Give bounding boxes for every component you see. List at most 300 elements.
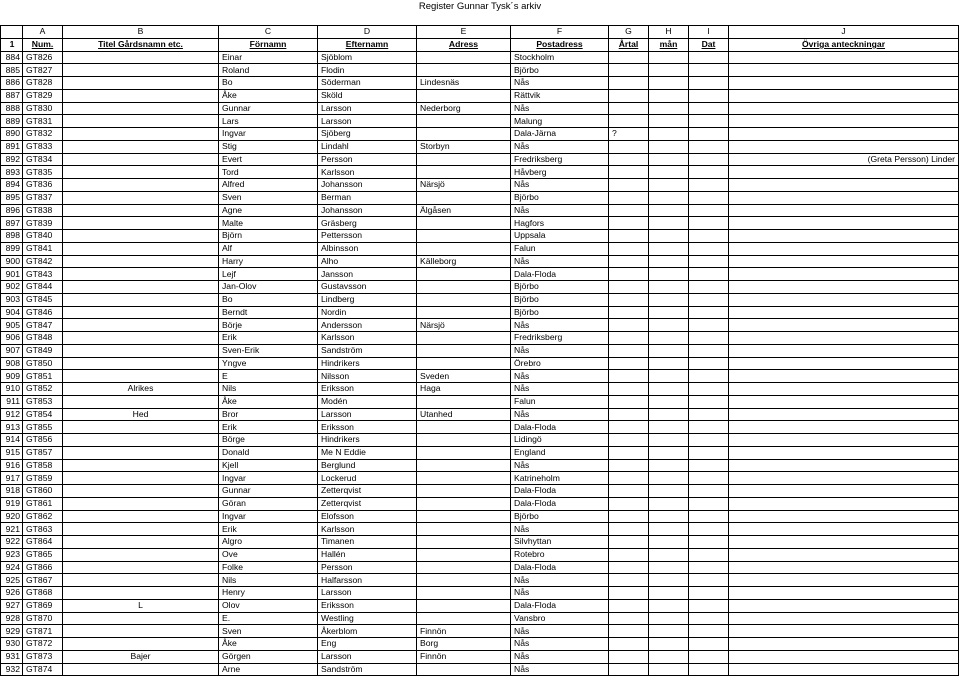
- row-number[interactable]: 930: [1, 638, 23, 651]
- cell-postadress[interactable]: Nås: [511, 179, 609, 192]
- cell-titel[interactable]: [63, 357, 219, 370]
- row-number[interactable]: 909: [1, 370, 23, 383]
- cell-efternamn[interactable]: Hindrikers: [318, 434, 417, 447]
- cell-dat[interactable]: [689, 332, 729, 345]
- cell-fornamn[interactable]: Kjell: [219, 459, 318, 472]
- cell-man[interactable]: [649, 281, 689, 294]
- cell-fornamn[interactable]: Jan-Olov: [219, 281, 318, 294]
- cell-num[interactable]: GT833: [23, 140, 63, 153]
- cell-ovriga[interactable]: [729, 51, 959, 64]
- cell-artal[interactable]: [609, 434, 649, 447]
- row-number[interactable]: 884: [1, 51, 23, 64]
- cell-ovriga[interactable]: [729, 561, 959, 574]
- cell-titel[interactable]: [63, 523, 219, 536]
- cell-adress[interactable]: [417, 281, 511, 294]
- column-letter[interactable]: B: [63, 26, 219, 39]
- cell-dat[interactable]: [689, 638, 729, 651]
- row-number[interactable]: 902: [1, 281, 23, 294]
- cell-man[interactable]: [649, 332, 689, 345]
- cell-num[interactable]: GT837: [23, 191, 63, 204]
- cell-artal[interactable]: [609, 663, 649, 676]
- cell-fornamn[interactable]: Nils: [219, 383, 318, 396]
- cell-num[interactable]: GT855: [23, 421, 63, 434]
- cell-num[interactable]: GT871: [23, 625, 63, 638]
- cell-fornamn[interactable]: Göran: [219, 497, 318, 510]
- cell-postadress[interactable]: Malung: [511, 115, 609, 128]
- cell-num[interactable]: GT873: [23, 650, 63, 663]
- cell-efternamn[interactable]: Sjöblom: [318, 51, 417, 64]
- cell-fornamn[interactable]: Agne: [219, 204, 318, 217]
- cell-ovriga[interactable]: [729, 383, 959, 396]
- cell-adress[interactable]: [417, 357, 511, 370]
- cell-ovriga[interactable]: [729, 485, 959, 498]
- cell-titel[interactable]: [63, 89, 219, 102]
- cell-postadress[interactable]: Nås: [511, 77, 609, 90]
- cell-adress[interactable]: [417, 459, 511, 472]
- cell-man[interactable]: [649, 434, 689, 447]
- cell-artal[interactable]: [609, 77, 649, 90]
- header-cell[interactable]: Adress: [417, 38, 511, 51]
- cell-man[interactable]: [649, 650, 689, 663]
- cell-efternamn[interactable]: Söderman: [318, 77, 417, 90]
- cell-artal[interactable]: [609, 599, 649, 612]
- cell-man[interactable]: [649, 625, 689, 638]
- cell-adress[interactable]: [417, 115, 511, 128]
- cell-adress[interactable]: [417, 64, 511, 77]
- cell-num[interactable]: GT826: [23, 51, 63, 64]
- cell-man[interactable]: [649, 370, 689, 383]
- cell-num[interactable]: GT838: [23, 204, 63, 217]
- cell-artal[interactable]: [609, 306, 649, 319]
- cell-num[interactable]: GT854: [23, 408, 63, 421]
- cell-dat[interactable]: [689, 179, 729, 192]
- cell-postadress[interactable]: Rättvik: [511, 89, 609, 102]
- cell-titel[interactable]: [63, 153, 219, 166]
- cell-postadress[interactable]: Dala-Floda: [511, 599, 609, 612]
- header-cell[interactable]: Övriga anteckningar: [729, 38, 959, 51]
- row-number[interactable]: 900: [1, 255, 23, 268]
- cell-ovriga[interactable]: [729, 77, 959, 90]
- cell-fornamn[interactable]: Bo: [219, 77, 318, 90]
- header-cell[interactable]: Årtal: [609, 38, 649, 51]
- cell-titel[interactable]: [63, 561, 219, 574]
- cell-efternamn[interactable]: Karlsson: [318, 523, 417, 536]
- cell-ovriga[interactable]: [729, 128, 959, 141]
- cell-titel[interactable]: [63, 587, 219, 600]
- cell-postadress[interactable]: Dala-Järna: [511, 128, 609, 141]
- cell-titel[interactable]: [63, 612, 219, 625]
- cell-num[interactable]: GT844: [23, 281, 63, 294]
- cell-artal[interactable]: [609, 332, 649, 345]
- cell-postadress[interactable]: Björbo: [511, 306, 609, 319]
- cell-num[interactable]: GT849: [23, 344, 63, 357]
- cell-dat[interactable]: [689, 395, 729, 408]
- cell-efternamn[interactable]: Sandström: [318, 344, 417, 357]
- cell-ovriga[interactable]: [729, 599, 959, 612]
- cell-man[interactable]: [649, 497, 689, 510]
- cell-man[interactable]: [649, 383, 689, 396]
- cell-efternamn[interactable]: Larsson: [318, 408, 417, 421]
- cell-fornamn[interactable]: Nils: [219, 574, 318, 587]
- cell-artal[interactable]: [609, 344, 649, 357]
- cell-num[interactable]: GT842: [23, 255, 63, 268]
- cell-ovriga[interactable]: [729, 281, 959, 294]
- cell-adress[interactable]: Storbyn: [417, 140, 511, 153]
- cell-artal[interactable]: [609, 230, 649, 243]
- cell-adress[interactable]: [417, 153, 511, 166]
- cell-postadress[interactable]: Lidingö: [511, 434, 609, 447]
- cell-fornamn[interactable]: E: [219, 370, 318, 383]
- cell-man[interactable]: [649, 51, 689, 64]
- cell-dat[interactable]: [689, 64, 729, 77]
- cell-titel[interactable]: [63, 459, 219, 472]
- cell-postadress[interactable]: Örebro: [511, 357, 609, 370]
- cell-man[interactable]: [649, 319, 689, 332]
- cell-num[interactable]: GT845: [23, 293, 63, 306]
- cell-man[interactable]: [649, 230, 689, 243]
- cell-postadress[interactable]: Nås: [511, 587, 609, 600]
- cell-postadress[interactable]: Nås: [511, 319, 609, 332]
- cell-man[interactable]: [649, 217, 689, 230]
- cell-fornamn[interactable]: Folke: [219, 561, 318, 574]
- cell-postadress[interactable]: Dala-Floda: [511, 485, 609, 498]
- cell-ovriga[interactable]: [729, 370, 959, 383]
- row-number[interactable]: 910: [1, 383, 23, 396]
- column-letter[interactable]: E: [417, 26, 511, 39]
- cell-dat[interactable]: [689, 485, 729, 498]
- cell-num[interactable]: GT853: [23, 395, 63, 408]
- cell-man[interactable]: [649, 446, 689, 459]
- row-number[interactable]: 932: [1, 663, 23, 676]
- cell-man[interactable]: [649, 344, 689, 357]
- cell-titel[interactable]: Hed: [63, 408, 219, 421]
- cell-num[interactable]: GT828: [23, 77, 63, 90]
- cell-dat[interactable]: [689, 102, 729, 115]
- cell-adress[interactable]: [417, 599, 511, 612]
- cell-efternamn[interactable]: Albinsson: [318, 242, 417, 255]
- cell-fornamn[interactable]: Åke: [219, 638, 318, 651]
- cell-efternamn[interactable]: Gräsberg: [318, 217, 417, 230]
- cell-artal[interactable]: [609, 64, 649, 77]
- cell-adress[interactable]: Haga: [417, 383, 511, 396]
- cell-man[interactable]: [649, 561, 689, 574]
- cell-dat[interactable]: [689, 663, 729, 676]
- cell-fornamn[interactable]: Björn: [219, 230, 318, 243]
- cell-num[interactable]: GT841: [23, 242, 63, 255]
- cell-artal[interactable]: [609, 255, 649, 268]
- cell-titel[interactable]: [63, 179, 219, 192]
- cell-artal[interactable]: [609, 536, 649, 549]
- cell-dat[interactable]: [689, 242, 729, 255]
- cell-man[interactable]: [649, 102, 689, 115]
- cell-man[interactable]: [649, 472, 689, 485]
- cell-efternamn[interactable]: Berglund: [318, 459, 417, 472]
- cell-adress[interactable]: [417, 587, 511, 600]
- cell-ovriga[interactable]: [729, 166, 959, 179]
- cell-num[interactable]: GT860: [23, 485, 63, 498]
- cell-num[interactable]: GT847: [23, 319, 63, 332]
- header-cell[interactable]: Förnamn: [219, 38, 318, 51]
- cell-ovriga[interactable]: [729, 650, 959, 663]
- row-number[interactable]: 908: [1, 357, 23, 370]
- cell-dat[interactable]: [689, 561, 729, 574]
- cell-man[interactable]: [649, 77, 689, 90]
- cell-ovriga[interactable]: (Greta Persson) Linder: [729, 153, 959, 166]
- cell-ovriga[interactable]: [729, 446, 959, 459]
- row-number[interactable]: 890: [1, 128, 23, 141]
- cell-artal[interactable]: [609, 191, 649, 204]
- cell-ovriga[interactable]: [729, 523, 959, 536]
- cell-postadress[interactable]: Nås: [511, 102, 609, 115]
- cell-num[interactable]: GT866: [23, 561, 63, 574]
- cell-postadress[interactable]: Björbo: [511, 293, 609, 306]
- cell-adress[interactable]: Nederborg: [417, 102, 511, 115]
- cell-dat[interactable]: [689, 434, 729, 447]
- cell-fornamn[interactable]: Ove: [219, 548, 318, 561]
- cell-adress[interactable]: Borg: [417, 638, 511, 651]
- cell-ovriga[interactable]: [729, 472, 959, 485]
- cell-dat[interactable]: [689, 625, 729, 638]
- row-number[interactable]: 903: [1, 293, 23, 306]
- cell-efternamn[interactable]: Me N Eddie: [318, 446, 417, 459]
- cell-ovriga[interactable]: [729, 510, 959, 523]
- column-letter[interactable]: I: [689, 26, 729, 39]
- cell-dat[interactable]: [689, 166, 729, 179]
- cell-dat[interactable]: [689, 383, 729, 396]
- cell-efternamn[interactable]: Zetterqvist: [318, 485, 417, 498]
- cell-fornamn[interactable]: Ingvar: [219, 472, 318, 485]
- cell-adress[interactable]: [417, 230, 511, 243]
- cell-efternamn[interactable]: Lockerud: [318, 472, 417, 485]
- column-letter[interactable]: C: [219, 26, 318, 39]
- cell-num[interactable]: GT850: [23, 357, 63, 370]
- cell-titel[interactable]: [63, 115, 219, 128]
- cell-fornamn[interactable]: Börje: [219, 319, 318, 332]
- column-letter[interactable]: A: [23, 26, 63, 39]
- cell-artal[interactable]: [609, 421, 649, 434]
- cell-dat[interactable]: [689, 472, 729, 485]
- cell-dat[interactable]: [689, 306, 729, 319]
- cell-num[interactable]: GT859: [23, 472, 63, 485]
- cell-titel[interactable]: [63, 230, 219, 243]
- cell-man[interactable]: [649, 599, 689, 612]
- cell-dat[interactable]: [689, 370, 729, 383]
- cell-ovriga[interactable]: [729, 612, 959, 625]
- row-number[interactable]: 891: [1, 140, 23, 153]
- cell-num[interactable]: GT836: [23, 179, 63, 192]
- cell-efternamn[interactable]: Persson: [318, 153, 417, 166]
- cell-titel[interactable]: Bajer: [63, 650, 219, 663]
- row-number[interactable]: 906: [1, 332, 23, 345]
- cell-adress[interactable]: [417, 421, 511, 434]
- cell-ovriga[interactable]: [729, 319, 959, 332]
- cell-artal[interactable]: [609, 650, 649, 663]
- cell-adress[interactable]: [417, 446, 511, 459]
- cell-man[interactable]: [649, 153, 689, 166]
- cell-dat[interactable]: [689, 89, 729, 102]
- cell-efternamn[interactable]: Lindahl: [318, 140, 417, 153]
- cell-artal[interactable]: [609, 612, 649, 625]
- cell-postadress[interactable]: Nås: [511, 459, 609, 472]
- row-number[interactable]: 913: [1, 421, 23, 434]
- cell-adress[interactable]: [417, 434, 511, 447]
- cell-num[interactable]: GT843: [23, 268, 63, 281]
- cell-efternamn[interactable]: Åkerblom: [318, 625, 417, 638]
- cell-titel[interactable]: [63, 625, 219, 638]
- row-number[interactable]: 897: [1, 217, 23, 230]
- cell-postadress[interactable]: Björbo: [511, 281, 609, 294]
- cell-man[interactable]: [649, 242, 689, 255]
- cell-efternamn[interactable]: Johansson: [318, 204, 417, 217]
- cell-titel[interactable]: [63, 663, 219, 676]
- cell-man[interactable]: [649, 293, 689, 306]
- cell-man[interactable]: [649, 536, 689, 549]
- cell-efternamn[interactable]: Pettersson: [318, 230, 417, 243]
- cell-num[interactable]: GT856: [23, 434, 63, 447]
- cell-man[interactable]: [649, 268, 689, 281]
- cell-ovriga[interactable]: [729, 191, 959, 204]
- cell-dat[interactable]: [689, 446, 729, 459]
- cell-adress[interactable]: Älgåsen: [417, 204, 511, 217]
- cell-dat[interactable]: [689, 115, 729, 128]
- row-number[interactable]: 916: [1, 459, 23, 472]
- row-number[interactable]: 917: [1, 472, 23, 485]
- cell-ovriga[interactable]: [729, 217, 959, 230]
- cell-postadress[interactable]: Björbo: [511, 191, 609, 204]
- cell-artal[interactable]: [609, 383, 649, 396]
- cell-dat[interactable]: [689, 612, 729, 625]
- cell-adress[interactable]: [417, 663, 511, 676]
- cell-efternamn[interactable]: Larsson: [318, 650, 417, 663]
- cell-efternamn[interactable]: Karlsson: [318, 332, 417, 345]
- row-number[interactable]: 912: [1, 408, 23, 421]
- cell-dat[interactable]: [689, 548, 729, 561]
- cell-efternamn[interactable]: Berman: [318, 191, 417, 204]
- cell-fornamn[interactable]: Yngve: [219, 357, 318, 370]
- cell-postadress[interactable]: England: [511, 446, 609, 459]
- row-number[interactable]: 925: [1, 574, 23, 587]
- cell-man[interactable]: [649, 663, 689, 676]
- cell-fornamn[interactable]: Alf: [219, 242, 318, 255]
- cell-num[interactable]: GT868: [23, 587, 63, 600]
- cell-postadress[interactable]: Nås: [511, 638, 609, 651]
- cell-postadress[interactable]: Nås: [511, 523, 609, 536]
- cell-efternamn[interactable]: Nordin: [318, 306, 417, 319]
- cell-postadress[interactable]: Fredriksberg: [511, 153, 609, 166]
- cell-ovriga[interactable]: [729, 293, 959, 306]
- cell-efternamn[interactable]: Modén: [318, 395, 417, 408]
- cell-titel[interactable]: [63, 51, 219, 64]
- row-number[interactable]: 895: [1, 191, 23, 204]
- cell-titel[interactable]: [63, 485, 219, 498]
- cell-postadress[interactable]: Nås: [511, 255, 609, 268]
- cell-dat[interactable]: [689, 408, 729, 421]
- cell-fornamn[interactable]: Malte: [219, 217, 318, 230]
- cell-man[interactable]: [649, 612, 689, 625]
- cell-efternamn[interactable]: Eriksson: [318, 599, 417, 612]
- row-number[interactable]: 919: [1, 497, 23, 510]
- cell-efternamn[interactable]: Flodin: [318, 64, 417, 77]
- cell-postadress[interactable]: Dala-Floda: [511, 268, 609, 281]
- cell-dat[interactable]: [689, 421, 729, 434]
- cell-titel[interactable]: [63, 268, 219, 281]
- cell-efternamn[interactable]: Gustavsson: [318, 281, 417, 294]
- cell-artal[interactable]: [609, 561, 649, 574]
- cell-adress[interactable]: [417, 395, 511, 408]
- cell-man[interactable]: [649, 587, 689, 600]
- cell-man[interactable]: [649, 510, 689, 523]
- cell-adress[interactable]: [417, 612, 511, 625]
- cell-postadress[interactable]: Håvberg: [511, 166, 609, 179]
- cell-titel[interactable]: [63, 77, 219, 90]
- header-cell[interactable]: Postadress: [511, 38, 609, 51]
- cell-ovriga[interactable]: [729, 332, 959, 345]
- cell-postadress[interactable]: Nås: [511, 383, 609, 396]
- cell-postadress[interactable]: Katrineholm: [511, 472, 609, 485]
- row-number[interactable]: 889: [1, 115, 23, 128]
- cell-efternamn[interactable]: Larsson: [318, 115, 417, 128]
- cell-ovriga[interactable]: [729, 421, 959, 434]
- cell-efternamn[interactable]: Hallén: [318, 548, 417, 561]
- cell-dat[interactable]: [689, 650, 729, 663]
- header-cell[interactable]: Dat: [689, 38, 729, 51]
- row-number[interactable]: 914: [1, 434, 23, 447]
- row-number[interactable]: 920: [1, 510, 23, 523]
- cell-ovriga[interactable]: [729, 548, 959, 561]
- cell-dat[interactable]: [689, 204, 729, 217]
- cell-dat[interactable]: [689, 51, 729, 64]
- cell-fornamn[interactable]: Gunnar: [219, 102, 318, 115]
- cell-titel[interactable]: [63, 638, 219, 651]
- cell-artal[interactable]: [609, 89, 649, 102]
- cell-efternamn[interactable]: Larsson: [318, 587, 417, 600]
- cell-dat[interactable]: [689, 128, 729, 141]
- row-number[interactable]: 901: [1, 268, 23, 281]
- cell-adress[interactable]: [417, 191, 511, 204]
- cell-fornamn[interactable]: Erik: [219, 332, 318, 345]
- cell-artal[interactable]: [609, 242, 649, 255]
- cell-adress[interactable]: Finnön: [417, 650, 511, 663]
- cell-adress[interactable]: [417, 574, 511, 587]
- cell-titel[interactable]: [63, 510, 219, 523]
- cell-ovriga[interactable]: [729, 306, 959, 319]
- cell-efternamn[interactable]: Zetterqvist: [318, 497, 417, 510]
- cell-efternamn[interactable]: Eng: [318, 638, 417, 651]
- row-number[interactable]: 915: [1, 446, 23, 459]
- cell-num[interactable]: GT846: [23, 306, 63, 319]
- cell-postadress[interactable]: Nås: [511, 625, 609, 638]
- cell-artal[interactable]: [609, 319, 649, 332]
- cell-artal[interactable]: [609, 459, 649, 472]
- cell-efternamn[interactable]: Sandström: [318, 663, 417, 676]
- cell-efternamn[interactable]: Johansson: [318, 179, 417, 192]
- cell-man[interactable]: [649, 574, 689, 587]
- cell-titel[interactable]: [63, 140, 219, 153]
- cell-artal[interactable]: [609, 523, 649, 536]
- cell-efternamn[interactable]: Nilsson: [318, 370, 417, 383]
- cell-adress[interactable]: [417, 344, 511, 357]
- cell-fornamn[interactable]: Åke: [219, 395, 318, 408]
- cell-artal[interactable]: [609, 408, 649, 421]
- cell-num[interactable]: GT832: [23, 128, 63, 141]
- cell-num[interactable]: GT864: [23, 536, 63, 549]
- cell-adress[interactable]: Närsjö: [417, 319, 511, 332]
- cell-dat[interactable]: [689, 459, 729, 472]
- cell-artal[interactable]: [609, 497, 649, 510]
- cell-dat[interactable]: [689, 230, 729, 243]
- cell-fornamn[interactable]: E.: [219, 612, 318, 625]
- cell-fornamn[interactable]: Börge: [219, 434, 318, 447]
